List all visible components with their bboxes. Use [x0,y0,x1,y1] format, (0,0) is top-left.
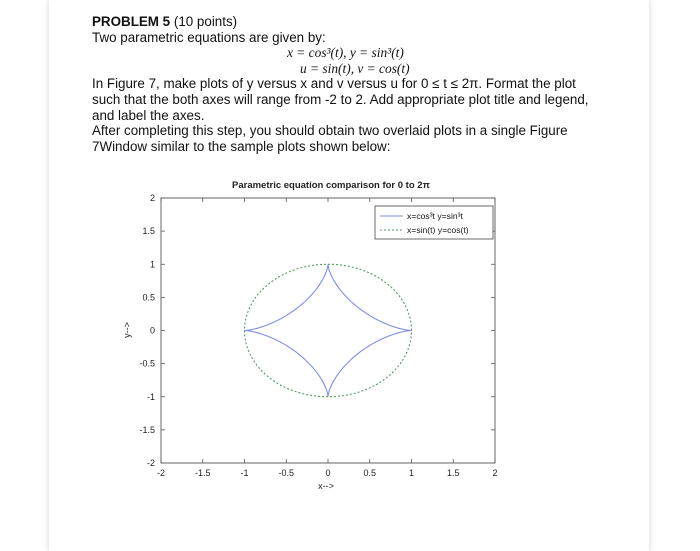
equation-1: x = cos³(t), y = sin³(t) [287,45,404,61]
chart-title: Parametric equation comparison for 0 to 2π [232,180,430,191]
x-tick-label: 0 [325,468,331,478]
y-tick-label: -1 [146,391,155,402]
y-tick-label: -0.5 [139,358,155,369]
y-tick-label: 0.5 [142,292,155,303]
x-tick-label: -0.5 [278,468,295,478]
x-tick-label: -1 [240,468,249,478]
instruction-line-4: After completing this step, you should obtain two overlaid plots in a single Figure [92,123,568,139]
legend-label-2: x=sin(t) y=cos(t) [407,225,469,235]
y-tick-label: -2 [146,458,155,468]
y-tick-label: 1.5 [142,226,155,237]
problem-points: (10 points) [173,14,238,29]
y-axis-label: y--> [122,322,132,338]
problem-title: PROBLEM 5 [92,14,171,29]
y-tick-label: 0 [149,325,155,336]
instruction-line-2: such that the both axes will range from -2 to 2. Add appropriate plot title and legend, [92,91,589,107]
y-tick-label: 2 [149,193,155,203]
intro-line: Two parametric equations are given by: [92,29,326,45]
x-tick-label: 1.5 [446,468,460,478]
curve-group [245,264,412,397]
series-1-line [245,264,412,397]
y-tick-label: -1.5 [139,424,155,435]
legend-label-1: x=cos³t y=sin³t [407,211,463,221]
x-tick-label: 1 [408,468,415,478]
x-axis-label: x--> [318,481,334,491]
instruction-line-1: In Figure 7, make plots of y versus x and v versus u for 0 ≤ t ≤ 2π. Format the plot [92,76,576,92]
instruction-line-5: 7Window similar to the sample plots shown below: [92,138,391,154]
series-2-line [245,264,412,397]
x-tick-label: -2 [156,468,166,478]
equation-2: u = sin(t), v = cos(t) [300,60,410,76]
x-tick-label: -1.5 [194,468,211,478]
x-tick-label: 0.5 [363,468,377,478]
x-tick-label: 2 [492,468,498,478]
legend [375,206,493,239]
y-tick-label: 1 [149,259,155,270]
instruction-line-3: and label the axes. [92,107,205,123]
